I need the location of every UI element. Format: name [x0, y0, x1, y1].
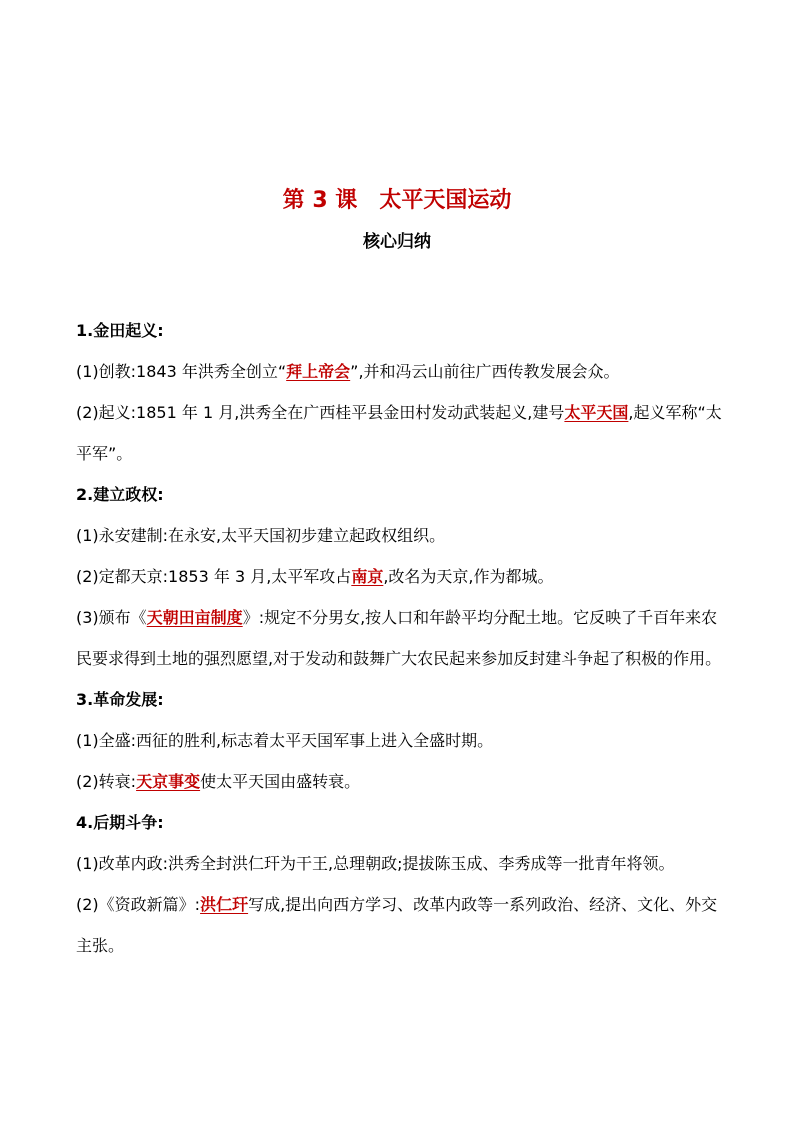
text-run: (1)创教:1843 年洪秀全创立“	[76, 362, 287, 381]
section-heading-3: 3.革命发展:	[76, 690, 164, 709]
page-title	[0, 184, 794, 218]
keyword: 天朝田亩制度	[146, 608, 243, 627]
text-run: (2)定都天京:1853 年 3 月,太平军攻占	[76, 567, 352, 586]
keyword: 太平天国	[564, 403, 629, 422]
text-run: (2)起义:1851 年 1 月,洪秀全在广西桂平县金田村发动武装起义,建号	[76, 403, 565, 422]
lesson-number: 第 3 课	[282, 188, 358, 213]
text-run: 使太平天国由盛转衰。	[200, 772, 361, 791]
text-run: (3)颁布《	[76, 608, 147, 627]
text-run: (1)改革内政:洪秀全封洪仁玕为干王,总理朝政;提拔陈玉成、李秀成等一批青年将领。	[76, 854, 675, 873]
text-run: ”,并和冯云山前往广西传教发展会众。	[350, 362, 620, 381]
paragraph-3-1	[76, 720, 726, 761]
paragraph-3-2	[76, 761, 726, 802]
text-run: (2)转衰:	[76, 772, 137, 791]
text-run: 》:规定不分男女,按人口和年龄平均分配土地。它反映了千百年来农民要求得到土地的强烈愿望,对于发动和鼓舞广大农民起来参加反封建斗争起了积极的作用。	[76, 608, 722, 668]
lesson-name: 太平天国运动	[379, 188, 512, 213]
paragraph-2-3	[76, 597, 726, 679]
page-subtitle: 核心归纳	[363, 232, 431, 252]
keyword: 拜上帝会	[286, 362, 351, 381]
paragraph-1-1	[76, 351, 726, 392]
section-heading-1: 1.金田起义:	[76, 321, 164, 340]
paragraph-4-2	[76, 884, 726, 966]
paragraph-4-1	[76, 843, 726, 884]
text-run: 写成,提出向西方学习、改革内政等一系列政治、经济、文化、外交主张。	[76, 895, 718, 955]
section-heading-2: 2.建立政权:	[76, 485, 164, 504]
document-body	[76, 310, 726, 966]
paragraph-2-2	[76, 556, 726, 597]
text-run: ,起义军称“太平军”。	[76, 403, 722, 463]
text-run: (2)《资政新篇》:	[76, 895, 201, 914]
section-heading-4: 4.后期斗争:	[76, 813, 164, 832]
text-run: (1)全盛:西征的胜利,标志着太平天国军事上进入全盛时期。	[76, 731, 494, 750]
paragraph-1-2	[76, 392, 726, 474]
keyword: 天京事变	[136, 772, 201, 791]
keyword: 南京	[351, 567, 384, 586]
paragraph-2-1	[76, 515, 726, 556]
text-run: (1)永安建制:在永安,太平天国初步建立起政权组织。	[76, 526, 446, 545]
keyword: 洪仁玕	[200, 895, 249, 914]
text-run: ,改名为天京,作为都城。	[383, 567, 554, 586]
